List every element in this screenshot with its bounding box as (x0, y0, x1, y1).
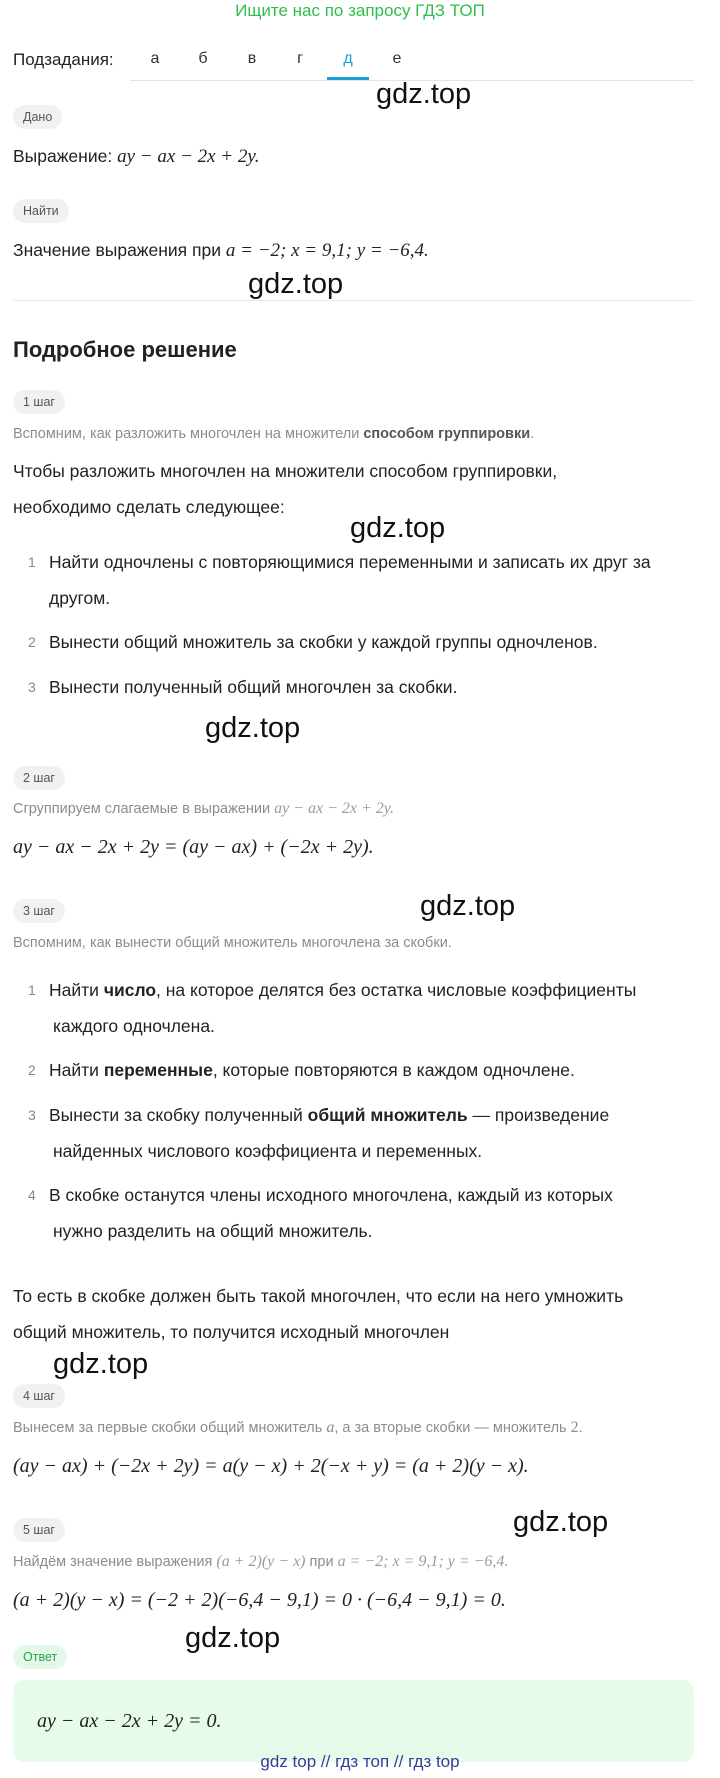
step5-equation: (a + 2)(y − x) = (−2 + 2)(−6,4 − 9,1) = 0 · (−6,4 − 9,1) = 0. (13, 1589, 506, 1611)
watermark: gdz.top (350, 512, 446, 544)
footer-links[interactable]: gdz top // гдз топ // гдз top (260, 1752, 460, 1771)
find-pill: Найти (13, 199, 69, 223)
answer-box (13, 1680, 694, 1762)
step1-intro-2: необходимо сделать следующее: (13, 497, 285, 517)
list-text: Найти (49, 1060, 104, 1080)
list-number: 2 (28, 1062, 36, 1078)
step4-equation: (ay − ax) + (−2x + 2y) = a(y − x) + 2(−x + y) = (a + 2)(y − x). (13, 1455, 529, 1477)
search-banner[interactable]: Ищите нас по запросу ГДЗ ТОП (235, 1, 485, 20)
step1-hint (13, 426, 534, 442)
step3-hint: Вспомним, как вынести общий множитель многочлена за скобки. (13, 935, 452, 951)
step5-hint-text: при (309, 1554, 334, 1570)
list-text: Вынести общий множитель за скобки у каждой группы одночленов. (49, 632, 598, 652)
step5-hint-values: a = −2; x = 9,1; y = −6,4. (337, 1553, 509, 1570)
watermark: gdz.top (376, 78, 472, 110)
tab-g[interactable]: г (297, 50, 303, 67)
step1-hint-bold: способом группировки (363, 426, 531, 442)
step1-hint-text: Вспомним, как разложить многочлен на множители (13, 426, 364, 442)
solution-title: Подробное решение (13, 337, 237, 362)
step2-hint (13, 800, 394, 818)
list-item (28, 669, 698, 705)
step4-hint-a: a (326, 1419, 335, 1436)
list-item (28, 1097, 698, 1169)
tab-b[interactable]: б (198, 50, 208, 67)
watermark: gdz.top (205, 712, 301, 744)
list-text-bold: общий множитель (307, 1105, 468, 1125)
list-number: 1 (28, 554, 36, 570)
step4-hint-2: 2 (570, 1419, 579, 1436)
step1-intro-1: Чтобы разложить многочлен на множители способом группировки, (13, 461, 558, 481)
find-label: Значение выражения при (13, 240, 222, 260)
list-text: найденных числового коэффициента и переменных. (53, 1141, 483, 1161)
step4-hint-text: Вынесем за первые скобки общий множитель (13, 1420, 327, 1436)
list-number: 3 (28, 1107, 36, 1123)
answer-pill: Ответ (13, 1645, 67, 1669)
step1-hint-end: . (530, 426, 535, 442)
watermark: gdz.top (513, 1506, 609, 1538)
list-number: 1 (28, 982, 36, 998)
tab-v[interactable]: в (247, 50, 257, 67)
list-text: Найти (49, 980, 104, 1000)
given-pill: Дано (13, 105, 62, 129)
list-text: Найти одночлены с повторяющимися переменными и записать их друг за (49, 552, 651, 572)
step2-pill: 2 шаг (13, 766, 65, 790)
step3-outro-2: общий множитель, то получится исходный многочлен (13, 1322, 450, 1342)
list-number: 3 (28, 679, 36, 695)
list-item (28, 1177, 698, 1249)
list-text: , которые повторяются в каждом одночлене. (212, 1060, 575, 1080)
watermark: gdz.top (53, 1348, 149, 1380)
step4-hint-text: , а за вторые скобки — множитель (334, 1420, 571, 1436)
step5-hint-text: Найдём значение выражения (13, 1554, 213, 1570)
list-text: Вынести полученный общий многочлен за скобки. (49, 677, 458, 697)
list-item (28, 1052, 698, 1088)
watermark: gdz.top (248, 268, 344, 300)
list-text: Вынести за скобку полученный (49, 1105, 308, 1125)
find-text (13, 240, 429, 262)
list-number: 2 (28, 634, 36, 650)
step2-hint-expr: ay − ax − 2x + 2y. (274, 800, 395, 817)
step1-pill: 1 шаг (13, 390, 65, 414)
subtask-tabs (130, 44, 694, 81)
list-number: 4 (28, 1187, 36, 1203)
step4-hint (13, 1419, 583, 1437)
watermark: gdz.top (185, 1622, 281, 1654)
given-expr: ay − ax − 2x + 2y. (117, 146, 260, 167)
tab-d[interactable]: д (327, 44, 369, 80)
tab-a[interactable]: а (150, 50, 160, 67)
step3-outro-1: То есть в скобке должен быть такой многочлен, что если на него умножить (13, 1286, 624, 1306)
watermark: gdz.top (420, 890, 516, 922)
step2-hint-text: Сгруппируем слагаемые в выражении (13, 801, 271, 817)
list-text-bold: число (103, 980, 157, 1000)
step5-hint-expr: (a + 2)(y − x) (216, 1553, 306, 1570)
list-item (28, 624, 698, 660)
subtasks-label: Подзадания: (13, 50, 114, 69)
step4-hint-end: . (578, 1420, 583, 1436)
list-text: другом. (49, 588, 111, 608)
list-text: каждого одночлена. (53, 1016, 215, 1036)
step2-equation: ay − ax − 2x + 2y = (ay − ax) + (−2x + 2y). (13, 836, 374, 858)
divider (13, 300, 694, 301)
step5-pill: 5 шаг (13, 1518, 65, 1542)
given-label: Выражение: (13, 146, 113, 166)
find-expr: a = −2; x = 9,1; y = −6,4. (225, 240, 429, 261)
list-item (28, 544, 698, 616)
list-text-bold: переменные (103, 1060, 213, 1080)
list-item (28, 972, 698, 1044)
step4-pill: 4 шаг (13, 1384, 65, 1408)
answer-equation: ay − ax − 2x + 2y = 0. (37, 1710, 222, 1732)
list-text: — произведение (467, 1105, 610, 1125)
step5-hint (13, 1553, 508, 1571)
tab-e[interactable]: е (392, 50, 402, 67)
given-text (13, 146, 259, 168)
list-text: нужно разделить на общий множитель. (53, 1221, 373, 1241)
list-text: В скобке останутся члены исходного многочлена, каждый из которых (49, 1185, 613, 1205)
list-text: , на которое делятся без остатка числовые коэффициенты (156, 980, 637, 1000)
step3-pill: 3 шаг (13, 899, 65, 923)
